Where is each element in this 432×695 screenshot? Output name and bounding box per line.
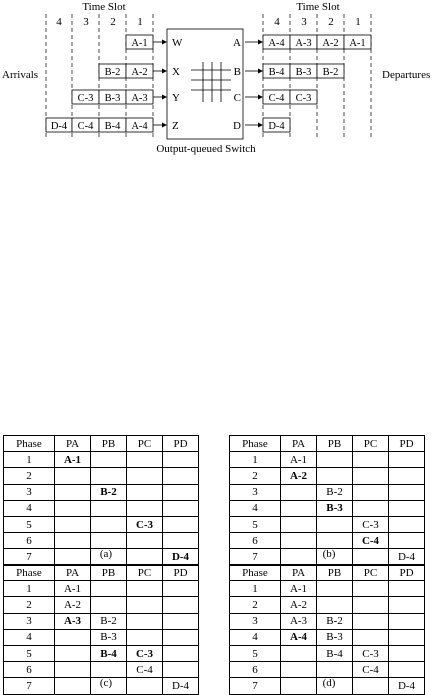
arrow-head-icon [162,123,167,128]
arrow-head-icon [162,69,167,74]
port-cell [317,581,353,597]
port-cell [317,468,353,484]
port-cell [163,645,199,661]
phase-cell: 5 [4,516,55,532]
phase-cell: 5 [230,516,281,532]
port-cell [353,597,389,613]
port-cell [389,629,425,645]
port-cell [389,581,425,597]
phase-table-c [3,564,199,695]
table-caption-a: (a) [99,548,113,560]
column-header: PA [281,436,317,452]
phase-cell: 6 [230,662,281,678]
port-cell [281,516,317,532]
port-cell [281,645,317,661]
port-cell [127,597,163,613]
port-cell [163,629,199,645]
port-cell: C-4 [127,662,163,678]
port-cell [389,484,425,500]
table-row [230,629,425,645]
port-cell: D-4 [389,549,425,565]
phase-cell: 6 [4,662,55,678]
port-cell: B-3 [317,500,353,516]
table-row [4,662,199,678]
port-cell: A-1 [55,581,91,597]
input-cell-label: A-2 [131,67,148,78]
arrow-head-icon [258,95,263,100]
port-cell [281,533,317,549]
phase-cell: 5 [4,645,55,661]
port-cell [91,581,127,597]
table-header-row [4,565,199,581]
port-cell [389,662,425,678]
input-cell-label: C-3 [77,93,94,104]
slot-number-right: 3 [301,16,307,28]
input-cell-label: A-4 [131,121,148,132]
port-cell [281,484,317,500]
phase-cell: 2 [4,468,55,484]
port-cell [55,645,91,661]
port-cell [163,533,199,549]
port-cell [353,468,389,484]
port-cell [127,533,163,549]
phase-cell: 4 [4,629,55,645]
phase-cell: 3 [230,613,281,629]
port-cell: C-4 [353,533,389,549]
table-header-row [230,436,425,452]
port-cell [389,645,425,661]
column-header: Phase [4,436,55,452]
port-cell [163,468,199,484]
phase-cell: 6 [230,533,281,549]
input-port-label: Y [172,92,180,104]
port-cell: B-2 [91,484,127,500]
slot-number-left: 4 [56,16,62,28]
output-cell-label: C-4 [268,93,285,104]
column-header: Phase [230,436,281,452]
port-cell [55,468,91,484]
port-cell [389,533,425,549]
phase-table-a [3,435,199,566]
output-cell-label: B-3 [295,67,312,78]
slot-number-right: 4 [274,16,280,28]
output-cell-label: A-4 [268,38,285,49]
column-header: PA [55,565,91,581]
table-row [4,581,199,597]
phase-cell: 1 [4,581,55,597]
table-row [4,468,199,484]
port-cell [55,500,91,516]
phase-cell: 2 [4,597,55,613]
table-row [230,500,425,516]
arrow-head-icon [258,40,263,45]
port-cell: D-4 [163,678,199,694]
table-row [4,645,199,661]
table-row [4,533,199,549]
port-cell [389,452,425,468]
port-cell [55,484,91,500]
port-cell [55,629,91,645]
output-cell-label: B-2 [322,67,339,78]
column-header: PA [55,436,91,452]
port-cell [163,597,199,613]
port-cell [163,516,199,532]
phase-cell: 2 [230,597,281,613]
table-row [4,452,199,468]
input-cell-label: D-4 [50,121,68,132]
port-cell [317,452,353,468]
phase-cell: 2 [230,468,281,484]
input-port-label: Z [172,120,179,132]
column-header: PB [91,436,127,452]
phase-cell: 5 [230,645,281,661]
input-cell-label: C-4 [77,121,94,132]
table-row [4,516,199,532]
port-cell: B-2 [317,613,353,629]
table-row [230,613,425,629]
input-cell-label: A-1 [131,38,148,49]
port-cell [127,629,163,645]
slot-number-left: 2 [110,16,116,28]
port-cell: A-1 [55,452,91,468]
port-cell [127,452,163,468]
port-cell: B-2 [317,484,353,500]
input-cell-label: B-2 [104,67,121,78]
port-cell [389,516,425,532]
port-cell [163,484,199,500]
port-cell [55,516,91,532]
table-caption-c: (c) [99,677,113,689]
column-header: PD [163,565,199,581]
table-header-row [4,436,199,452]
arrivals-label: Arrivals [2,69,39,81]
port-cell: A-2 [281,597,317,613]
port-cell: C-3 [127,645,163,661]
phase-cell: 3 [230,484,281,500]
slot-number-right: 2 [328,16,334,28]
phase-cell: 7 [230,678,281,694]
table-row [230,468,425,484]
port-cell [127,500,163,516]
phase-cell: 3 [4,613,55,629]
port-cell [127,613,163,629]
column-header: PC [127,565,163,581]
column-header: PC [127,436,163,452]
port-cell: A-1 [281,452,317,468]
column-header: PA [281,565,317,581]
phase-table-d [229,564,425,695]
switch-label: Output-queued Switch [156,143,256,155]
column-header: Phase [230,565,281,581]
phase-cell: 4 [230,500,281,516]
input-cell-label: B-4 [104,121,121,132]
port-cell [91,516,127,532]
port-cell [163,581,199,597]
column-header: PC [353,565,389,581]
slot-number-right: 1 [355,16,361,28]
port-cell [353,629,389,645]
output-port-label: C [233,92,241,104]
port-cell: B-3 [317,629,353,645]
column-header: PD [163,436,199,452]
table-row [4,500,199,516]
port-cell: C-3 [353,516,389,532]
port-cell [163,613,199,629]
port-cell: C-3 [353,645,389,661]
phase-cell: 7 [4,549,55,565]
output-port-label: A [233,37,241,49]
port-cell: B-4 [317,645,353,661]
port-cell: B-4 [91,645,127,661]
input-port-label: W [172,37,183,49]
table-row [4,484,199,500]
output-cell-label: A-1 [349,38,366,49]
phase-cell: 1 [230,452,281,468]
port-cell: C-3 [127,516,163,532]
port-cell: C-4 [353,662,389,678]
phase-table-b [229,435,425,566]
port-cell [163,500,199,516]
port-cell [91,533,127,549]
arrow-head-icon [162,40,167,45]
port-cell [317,516,353,532]
table-row [230,452,425,468]
column-header: PB [91,565,127,581]
phase-cell: 4 [230,629,281,645]
column-header: PB [317,436,353,452]
port-cell: A-2 [55,597,91,613]
output-cell-label: C-3 [295,93,312,104]
port-cell [281,662,317,678]
port-cell: A-3 [55,613,91,629]
port-cell [163,452,199,468]
port-cell [353,452,389,468]
port-cell [55,533,91,549]
arrow-head-icon [258,123,263,128]
table-caption-d: (d) [322,677,336,689]
port-cell [163,662,199,678]
table-row [230,533,425,549]
input-cell-label: A-3 [131,93,148,104]
arrow-head-icon [162,95,167,100]
port-cell: A-2 [281,468,317,484]
port-cell [317,662,353,678]
port-cell [353,613,389,629]
table-row [4,629,199,645]
output-cell-label: A-3 [295,38,312,49]
column-header: PD [389,436,425,452]
port-cell [389,613,425,629]
column-header: Phase [4,565,55,581]
column-header: PB [317,565,353,581]
table-row [230,645,425,661]
column-header: PD [389,565,425,581]
departures-label: Departures [382,69,431,81]
phase-cell: 1 [230,581,281,597]
port-cell [91,452,127,468]
port-cell: A-1 [281,581,317,597]
port-cell [317,597,353,613]
port-cell [91,500,127,516]
output-cell-label: D-4 [268,121,285,132]
port-cell [389,468,425,484]
output-cell-label: A-2 [322,38,339,49]
table-row [230,662,425,678]
time-slot-label-right: Time Slot [296,1,340,13]
table-row [230,484,425,500]
column-header: PC [353,436,389,452]
table-row [230,581,425,597]
port-cell: D-4 [163,549,199,565]
time-slot-label-left: Time Slot [82,1,126,13]
phase-cell: 6 [4,533,55,549]
output-port-label: D [233,120,241,132]
port-cell [317,533,353,549]
port-cell [91,468,127,484]
table-row [230,516,425,532]
port-cell: A-4 [281,629,317,645]
port-cell: B-3 [91,629,127,645]
port-cell [353,500,389,516]
port-cell [55,662,91,678]
port-cell [91,662,127,678]
output-queues [233,35,371,132]
phase-cell: 4 [4,500,55,516]
table-row [230,597,425,613]
port-cell [127,581,163,597]
table-header-row [230,565,425,581]
input-cell-label: B-3 [104,93,121,104]
output-queued-switch-diagram [0,0,432,160]
port-cell [127,468,163,484]
port-cell: D-4 [389,678,425,694]
output-cell-label: B-4 [268,67,285,78]
port-cell: A-3 [281,613,317,629]
phase-cell: 1 [4,452,55,468]
phase-cell: 7 [4,678,55,694]
output-port-label: B [233,66,241,78]
arrow-head-icon [258,69,263,74]
table-row [4,613,199,629]
port-cell [389,500,425,516]
port-cell [389,597,425,613]
port-cell [127,484,163,500]
port-cell [353,581,389,597]
port-cell [281,500,317,516]
slot-number-left: 1 [137,16,143,28]
port-cell [91,597,127,613]
table-row [4,597,199,613]
table-caption-b: (b) [322,548,336,560]
slot-number-left: 3 [83,16,89,28]
port-cell [353,484,389,500]
input-port-label: X [172,66,180,78]
phase-cell: 7 [230,549,281,565]
port-cell: B-2 [91,613,127,629]
phase-cell: 3 [4,484,55,500]
input-queues [46,35,183,132]
